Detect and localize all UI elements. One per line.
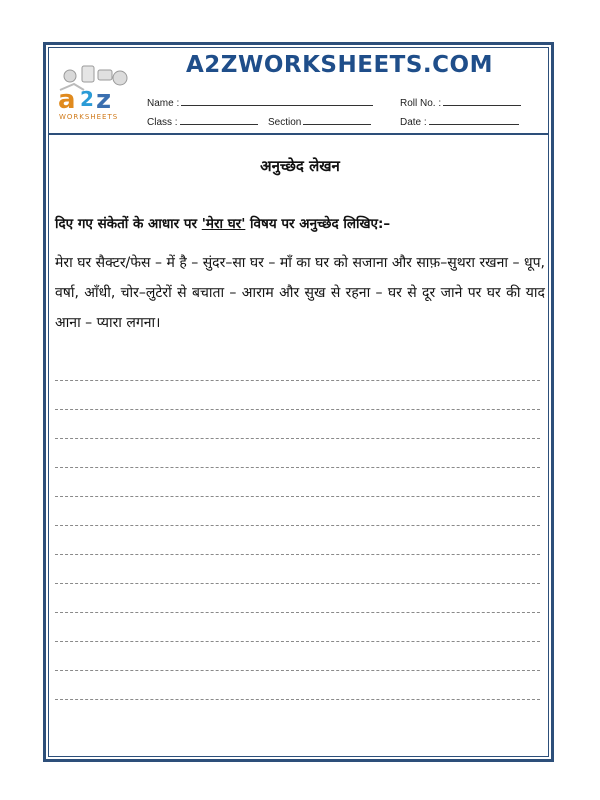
date-label: Date :: [400, 117, 427, 128]
logo-subtext: WORKSHEETS: [59, 113, 119, 121]
instruction-topic: 'मेरा घर': [201, 216, 246, 232]
hint-passage: मेरा घर सैक्टर/फेस – में है – सुंदर–सा घर – माँ का घर को सजाना और साफ़–सुथरा रखना – धूप, वर्षा, आँधी, चोर–लुटेरों से बचाता – आराम और सुख से रहना – घर से दूर जाने पर घर की याद आना – प्यारा लगना।: [55, 255, 545, 331]
section-input-line[interactable]: [303, 116, 371, 125]
class-field: [147, 116, 258, 128]
svg-text:2: 2: [80, 87, 94, 111]
rollno-field: [400, 97, 521, 109]
a2z-logo: [54, 60, 138, 122]
svg-text:z: z: [96, 85, 112, 115]
section-field: [268, 116, 371, 128]
class-label: Class :: [147, 117, 178, 128]
instruction-prefix: दिए गए संकेतों के आधार पर: [55, 216, 202, 232]
writing-line[interactable]: [55, 670, 540, 671]
section-label: Section: [268, 117, 302, 128]
date-field: [400, 116, 519, 128]
name-field: [147, 97, 373, 109]
writing-line[interactable]: [55, 438, 540, 439]
writing-line[interactable]: [55, 612, 540, 613]
instruction-suffix: विषय पर अनुच्छेद लिखिए:–: [245, 216, 391, 232]
header-divider: [49, 133, 548, 135]
writing-line[interactable]: [55, 525, 540, 526]
writing-line[interactable]: [55, 496, 540, 497]
name-input-line[interactable]: [181, 97, 373, 106]
writing-line[interactable]: [55, 467, 540, 468]
rollno-label: Roll No. :: [400, 98, 442, 109]
writing-line[interactable]: [55, 641, 540, 642]
date-input-line[interactable]: [429, 116, 519, 125]
svg-text:a: a: [58, 85, 76, 115]
writing-line[interactable]: [55, 380, 540, 381]
writing-line[interactable]: [55, 409, 540, 410]
instruction: [55, 214, 390, 232]
worksheet-title: अनुच्छेद लेखन: [260, 157, 340, 175]
rollno-input-line[interactable]: [443, 97, 521, 106]
site-title: A2ZWORKSHEETS.COM: [186, 52, 493, 78]
class-input-line[interactable]: [180, 116, 258, 125]
writing-line[interactable]: [55, 699, 540, 700]
writing-area[interactable]: [55, 380, 540, 728]
writing-line[interactable]: [55, 554, 540, 555]
name-label: Name :: [147, 98, 180, 109]
writing-line[interactable]: [55, 583, 540, 584]
